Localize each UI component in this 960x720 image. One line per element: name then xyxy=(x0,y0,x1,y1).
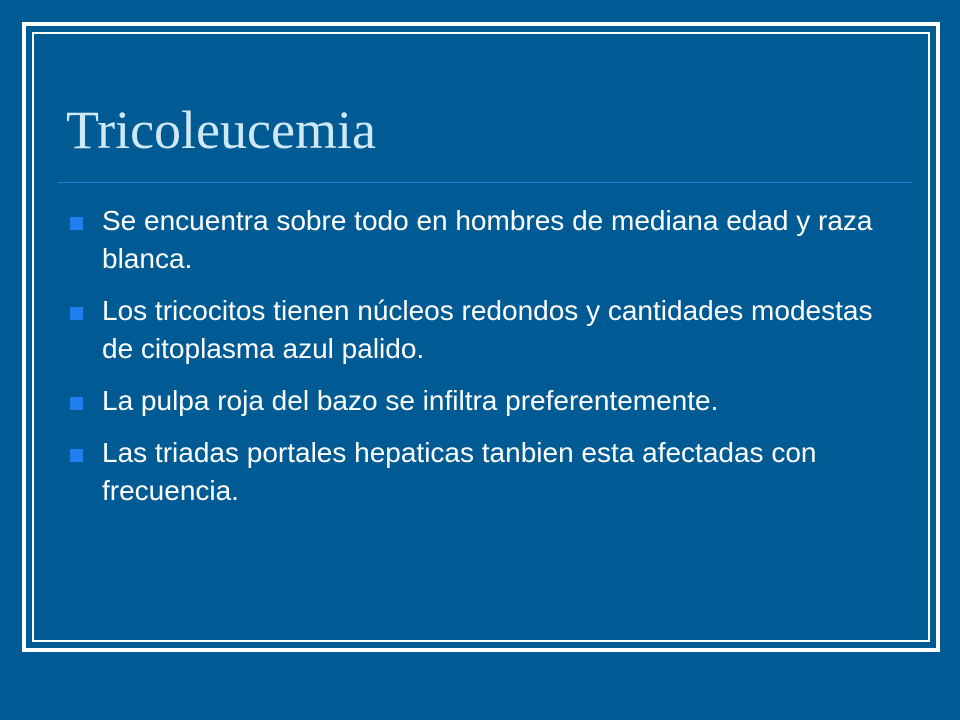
bullet-text: Las triadas portales hepaticas tanbien esta afectadas con frecuencia. xyxy=(102,437,817,506)
bullet-item xyxy=(66,292,906,368)
bullet-text: Se encuentra sobre todo en hombres de mediana edad y raza blanca. xyxy=(102,205,873,274)
square-bullet-icon xyxy=(70,217,83,230)
square-bullet-icon xyxy=(70,449,83,462)
bullet-text: La pulpa roja del bazo se infiltra preferentemente. xyxy=(102,385,719,416)
square-bullet-icon xyxy=(70,397,83,410)
square-bullet-icon xyxy=(70,307,83,320)
bullet-item xyxy=(66,202,906,278)
slide-title: Tricoleucemia xyxy=(66,100,376,160)
title-divider xyxy=(58,182,912,183)
bullet-list xyxy=(66,202,906,524)
bullet-text: Los tricocitos tienen núcleos redondos y cantidades modestas de citoplasma azul palido. xyxy=(102,295,873,364)
bullet-item xyxy=(66,382,906,420)
bullet-item xyxy=(66,434,906,510)
